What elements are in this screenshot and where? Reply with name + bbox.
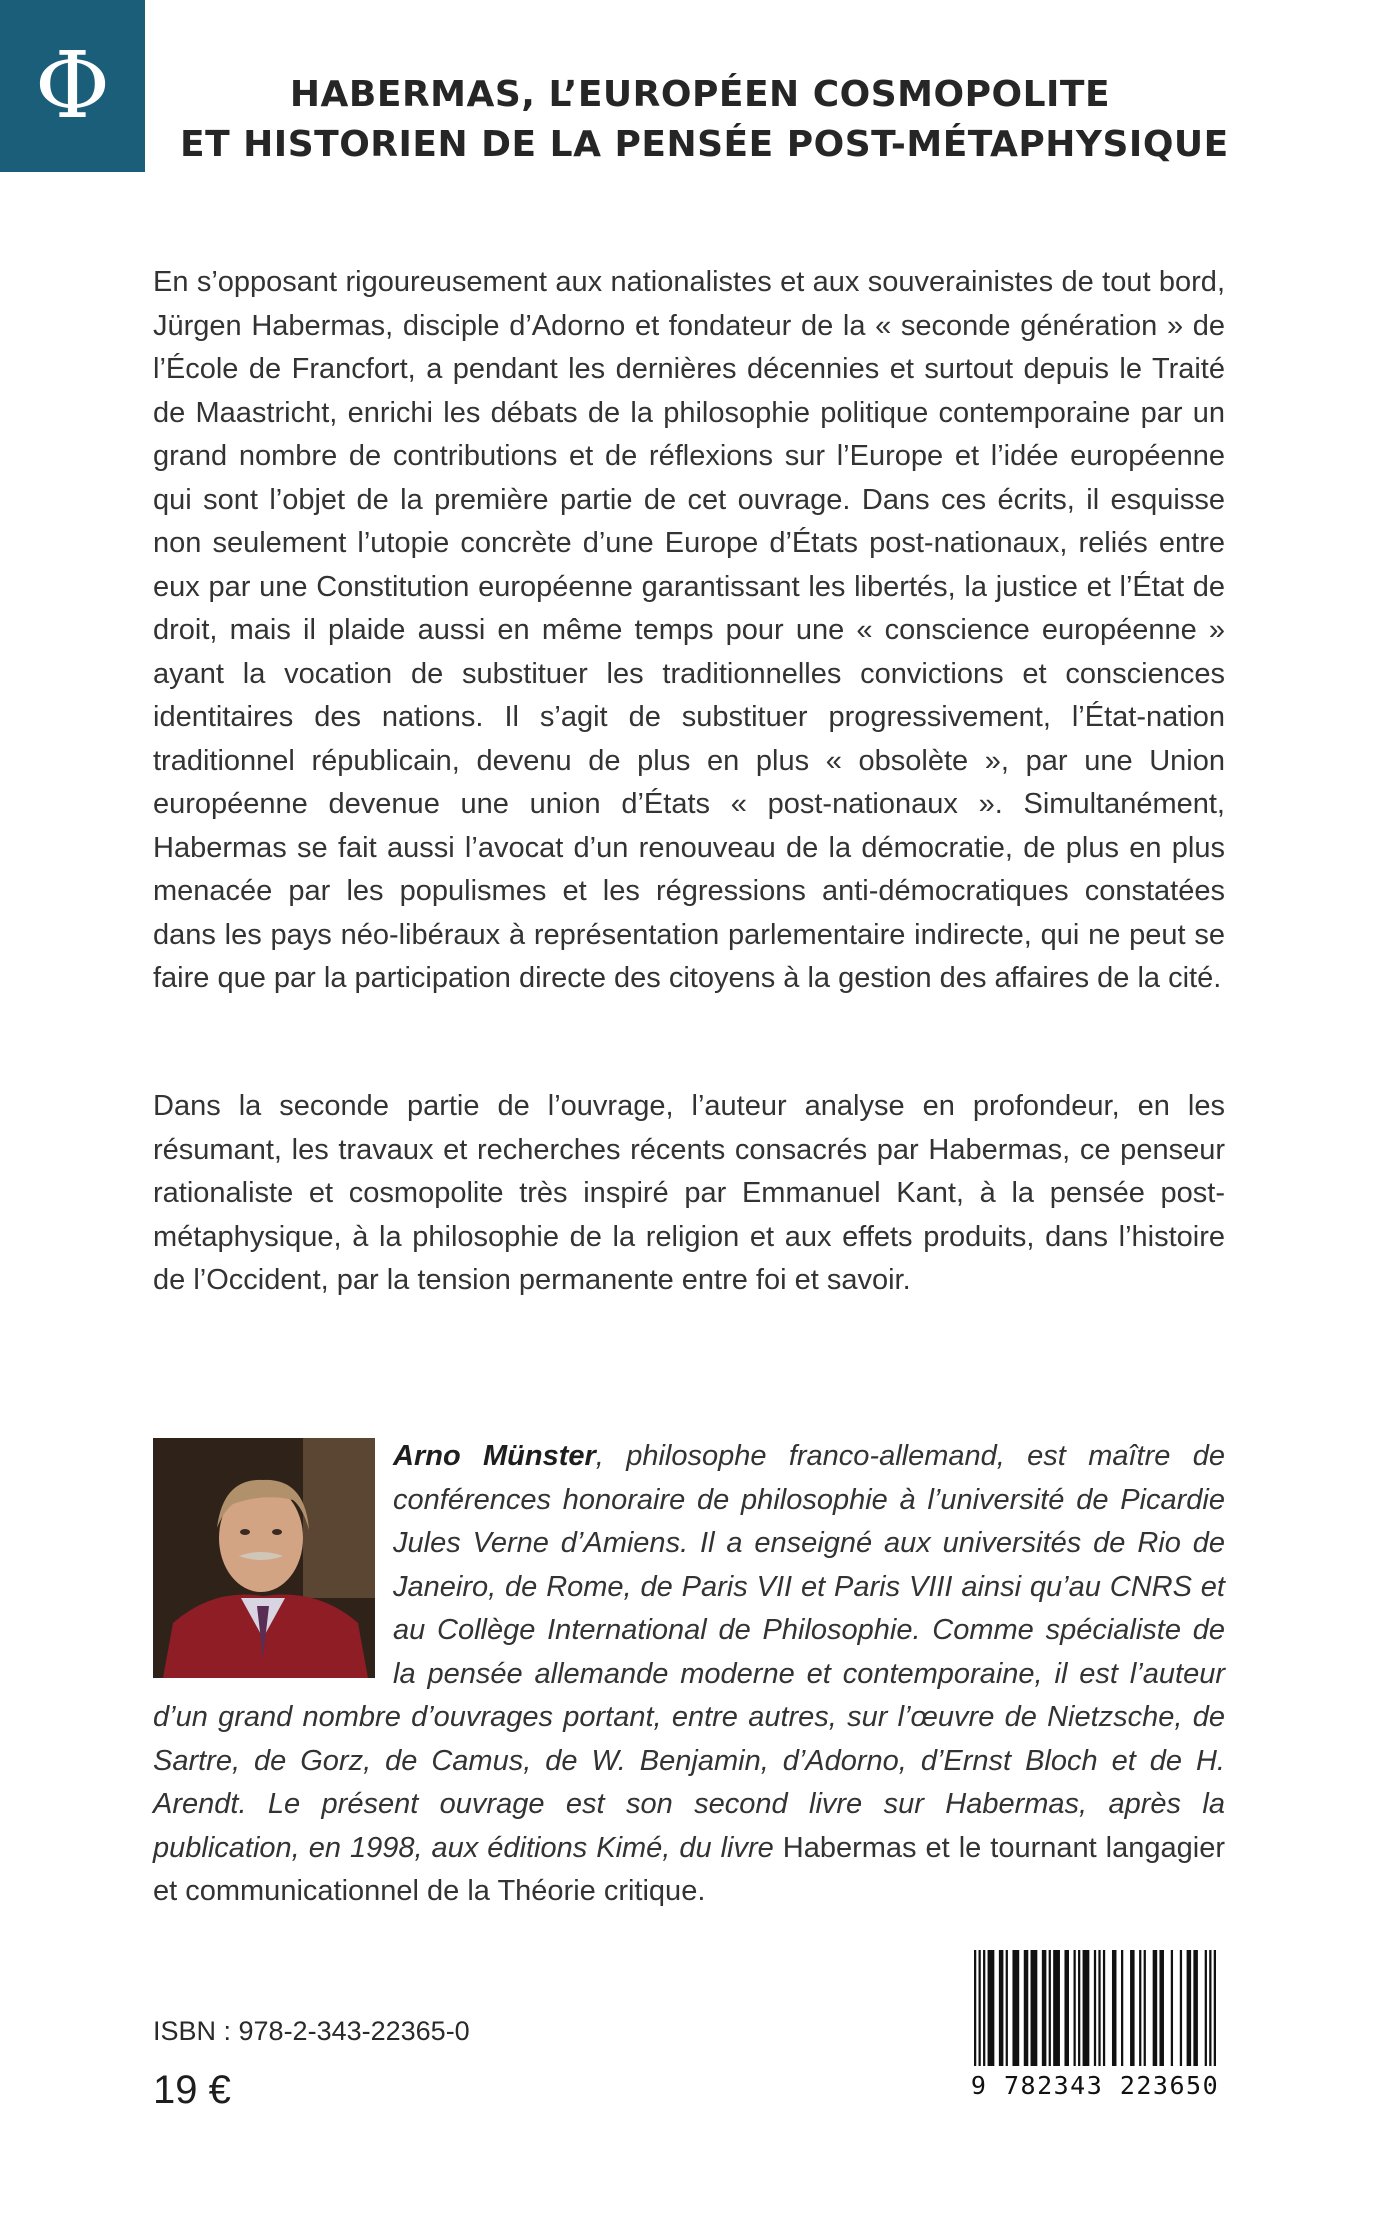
author-bio xyxy=(153,1435,1225,1914)
barcode-bar xyxy=(1112,1950,1117,2066)
blurb-paragraph-1: En s’opposant rigoureusement aux nationalistes et aux souverainistes de tout bord, Jürgen Habermas, disciple d’Adorno et fondateur de la « seconde génération » de l’École de Francfort, a pendant les dernières décennies et surtout depuis le Traité de Maastricht, enrichi les débats de la philosophie politique contemporaine par un grand nombre de contributions et de réflexions sur l’Europe et l’idée européenne qui sont l’objet de la première partie de cet ouvrage. Dans ces écrits, il esquisse non seulement l’utopie concrète d’une Europe d’États post-nationaux, reliés entre eux par une Constitution européenne garantissant les libertés, la justice et l’État de droit, mais il plaide aussi en même temps pour une « conscience européenne » ayant la vocation de substituer les traditionnelles convictions et consciences identitaires des nations. Il s’agit de substituer progressivement, l’État-nation traditionnel républicain, devenu de plus en plus « obsolète », par une Union européenne devenue une union d’États « post-nationaux ». Simultanément, Habermas se fait aussi l’avocat d’un renouveau de la démocratie, de plus en plus menacée par les populismes et les régressions anti-démocratiques constatées dans les pays néo-libéraux à représentation parlementaire indirecte, qui ne peut se faire que par la participation directe des citoyens à la gestion des affaires de la cité. xyxy=(153,266,1225,994)
barcode-bar xyxy=(1159,1950,1164,2066)
barcode-bar xyxy=(1024,1950,1029,2066)
barcode-bar xyxy=(1012,1950,1019,2066)
barcode-bar xyxy=(1064,1950,1069,2066)
barcode-bar xyxy=(988,1950,995,2066)
title-line-1: HABERMAS, L’EUROPÉEN COSMOPOLITE xyxy=(289,74,1111,115)
barcode-bar xyxy=(1209,1950,1211,2066)
barcode-bar xyxy=(1180,1950,1182,2066)
barcode-bar xyxy=(1171,1950,1173,2066)
photo-spacer xyxy=(153,1435,393,1687)
barcode-bar xyxy=(1153,1950,1158,2066)
barcode-bar xyxy=(1094,1950,1096,2066)
barcode-bar xyxy=(1187,1950,1192,2066)
barcode-bar xyxy=(1078,1950,1080,2066)
barcode-icon xyxy=(960,1950,1230,2098)
book-title xyxy=(180,70,1229,170)
barcode-bar xyxy=(1074,1950,1076,2066)
barcode-bar xyxy=(1006,1950,1008,2066)
barcode-bar xyxy=(1031,1950,1038,2066)
barcode-bar xyxy=(1139,1950,1141,2066)
barcode-bar xyxy=(1083,1950,1090,2066)
barcode-bar xyxy=(1205,1950,1207,2066)
barcode-bar xyxy=(1193,1950,1198,2066)
referenced-book-title: Habermas et le tournant langagier et communicationnel de la Théorie critique. xyxy=(153,1831,1225,1907)
barcode-bar xyxy=(1121,1950,1123,2066)
author-bio-text: , philosophe franco-allemand, est maître de conférences honoraire de philosophie à l’université de Picardie Jules Verne d’Amiens. Il a enseigné aux universités de Rio de Janeiro, de Rome, de Paris VII et Paris VIII ainsi qu’au CNRS et au Collège International de Philosophie. Comme spécialiste de la pensée allemande moderne et contemporaine, il est l’auteur d’un grand nombre d’ouvrages portant, entre autres, sur l’œuvre de Nietzsche, de Sartre, de Gorz, de Camus, de W. Benjamin, d’Adorno, d’Ernst Bloch et de H. Arendt. Le présent ouvrage est son second livre sur Habermas, après la publication, en 1998, aux éditions Kimé, du livre xyxy=(153,1440,1225,1864)
barcode-bar xyxy=(983,1950,985,2066)
barcode-bar xyxy=(979,1950,981,2066)
barcode-bar xyxy=(974,1950,976,2066)
barcode-bar xyxy=(1049,1950,1051,2066)
barcode-bar xyxy=(1144,1950,1146,2066)
blurb-paragraph-2: Dans la seconde partie de l’ouvrage, l’auteur analyse en profondeur, en les résumant, les travaux et recherches récents consacrés par Habermas, ce penseur rationaliste et cosmopolite très inspiré par Emmanuel Kant, à la pensée post-métaphysique, à la philosophie de la religion et aux effets produits, dans l’histoire de l’Occident, par la tension permanente entre foi et savoir. xyxy=(153,1090,1225,1296)
barcode-digits: 9 782343 223650 xyxy=(970,2071,1220,2098)
barcode-bar xyxy=(1214,1950,1216,2066)
phi-icon: Φ xyxy=(34,32,111,139)
title-line-2: ET HISTORIEN DE LA PENSÉE POST-MÉTAPHYSIQUE xyxy=(180,124,1229,165)
barcode-bar xyxy=(1053,1950,1060,2066)
isbn: ISBN : 978-2-343-22365-0 xyxy=(153,2016,470,2046)
price: 19 € xyxy=(153,2068,231,2112)
author-name: Arno Münster xyxy=(393,1440,596,1472)
barcode-bar xyxy=(1098,1950,1100,2066)
barcode-bar xyxy=(1042,1950,1047,2066)
barcode-bar xyxy=(1103,1950,1105,2066)
publisher-logo xyxy=(0,0,145,172)
isbn-barcode xyxy=(960,1950,1230,2098)
barcode-bar xyxy=(1130,1950,1135,2066)
barcode-bar xyxy=(999,1950,1004,2066)
